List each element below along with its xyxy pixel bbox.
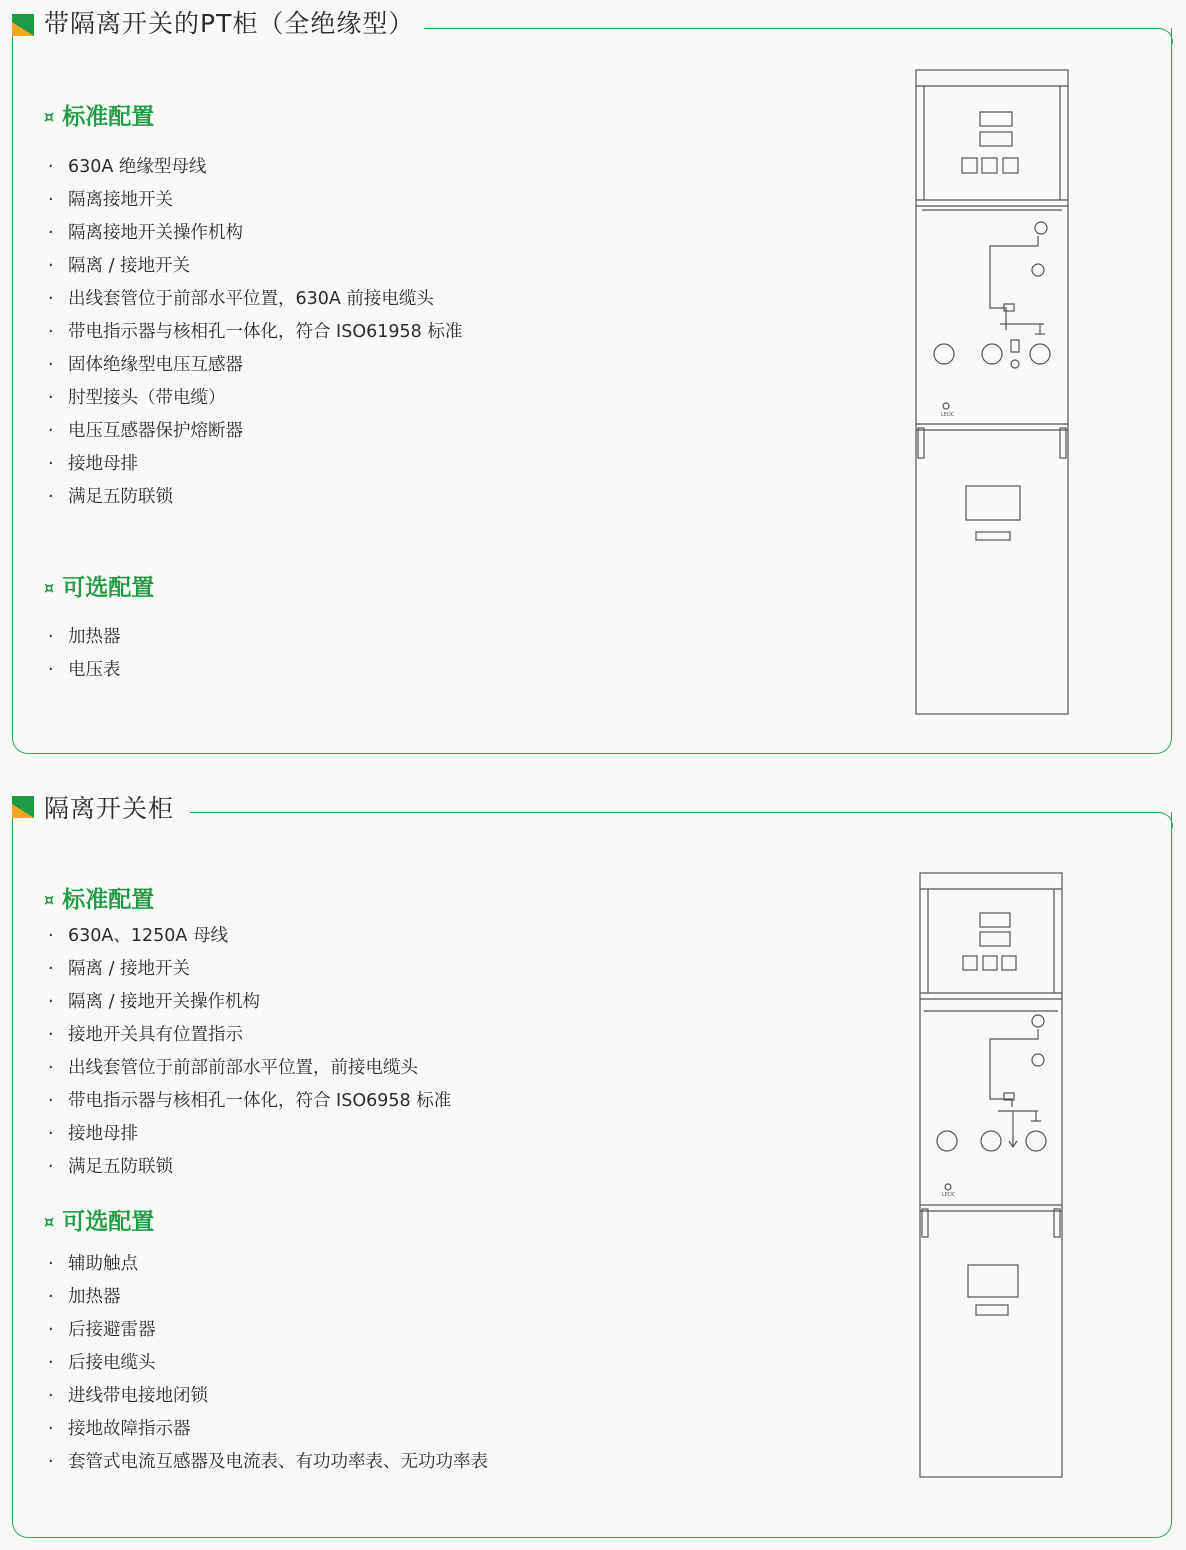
bullet-dot: · <box>48 1091 54 1111</box>
bullet-dot: · <box>48 627 54 647</box>
optional-config-list <box>48 621 121 687</box>
list-item <box>48 1118 451 1151</box>
list-item-text: 接地母排 <box>68 454 138 474</box>
list-item <box>48 283 462 316</box>
bullet-dot: · <box>48 660 54 680</box>
list-item-text: 出线套管位于前部前部水平位置，前接电缆头 <box>68 1058 418 1078</box>
list-item <box>48 1085 451 1118</box>
list-item <box>48 1281 488 1314</box>
bullet-dot: · <box>48 157 54 177</box>
list-item-text: 进线带电接地闭锁 <box>68 1386 208 1406</box>
panel-label: LEDC <box>942 1192 956 1198</box>
bullet-dot: · <box>48 1320 54 1340</box>
bullet-dot: · <box>48 487 54 507</box>
frame-top-line <box>190 812 1158 813</box>
list-item-text: 接地母排 <box>68 1124 138 1144</box>
list-item-text: 带电指示器与核相孔一体化，符合 ISO61958 标准 <box>68 322 463 342</box>
list-item <box>48 217 462 250</box>
bullet-dot: · <box>48 1025 54 1045</box>
list-item <box>48 349 462 382</box>
list-item-text: 630A 绝缘型母线 <box>68 157 207 177</box>
list-item <box>48 654 121 687</box>
list-item <box>48 1019 451 1052</box>
list-item-text: 接地故障指示器 <box>68 1419 191 1439</box>
panel-label: LEDC <box>941 412 955 418</box>
bullet-dot: · <box>48 355 54 375</box>
list-item-text: 辅助触点 <box>68 1254 138 1274</box>
bullet-dot: · <box>48 421 54 441</box>
bullet-dot: · <box>48 190 54 210</box>
list-item-text: 接地开关具有位置指示 <box>68 1025 243 1045</box>
list-item-text: 隔离接地开关 <box>68 190 173 210</box>
list-item-text: 隔离接地开关操作机构 <box>68 223 243 243</box>
heading-mark-icon: ¤ <box>44 890 55 909</box>
list-item <box>48 1413 488 1446</box>
list-item-text: 加热器 <box>68 1287 121 1307</box>
list-item <box>48 184 462 217</box>
bullet-dot: · <box>48 223 54 243</box>
standard-config-heading: ¤ 标准配置 <box>44 104 155 130</box>
list-item-text: 固体绝缘型电压互感器 <box>68 355 243 375</box>
list-item-text: 隔离 / 接地开关 <box>68 256 191 276</box>
bullet-dot: · <box>48 926 54 946</box>
section-title: 隔离开关柜 <box>44 794 175 823</box>
bullet-dot: · <box>48 1124 54 1144</box>
frame-top-line <box>424 28 1158 29</box>
bullet-dot: · <box>48 1452 54 1472</box>
list-item-text: 电压表 <box>68 660 121 680</box>
optional-config-heading: ¤ 可选配置 <box>44 575 155 601</box>
title-mark-icon <box>12 14 34 36</box>
bullet-dot: · <box>48 1386 54 1406</box>
list-item <box>48 953 451 986</box>
pt-cabinet-drawing <box>914 68 1074 718</box>
list-item-text: 满足五防联锁 <box>68 1157 173 1177</box>
list-item <box>48 415 462 448</box>
bullet-dot: · <box>48 1157 54 1177</box>
list-item <box>48 920 451 953</box>
list-item-text: 隔离 / 接地开关操作机构 <box>68 992 261 1012</box>
list-item <box>48 250 462 283</box>
bullet-dot: · <box>48 289 54 309</box>
bullet-dot: · <box>48 454 54 474</box>
standard-config-list <box>48 920 451 1184</box>
list-item <box>48 448 462 481</box>
list-item <box>48 1248 488 1281</box>
standard-config-list <box>48 151 462 514</box>
list-item <box>48 621 121 654</box>
bullet-dot: · <box>48 1287 54 1307</box>
optional-config-heading: ¤ 可选配置 <box>44 1209 155 1235</box>
list-item <box>48 1052 451 1085</box>
list-item <box>48 481 462 514</box>
list-item <box>48 1446 488 1479</box>
bullet-dot: · <box>48 1419 54 1439</box>
list-item <box>48 1314 488 1347</box>
standard-config-heading: ¤ 标准配置 <box>44 887 155 913</box>
list-item <box>48 1347 488 1380</box>
heading-mark-icon: ¤ <box>44 1212 55 1231</box>
list-item <box>48 1151 451 1184</box>
list-item-text: 加热器 <box>68 627 121 647</box>
list-item-text: 后接避雷器 <box>68 1320 156 1340</box>
isolator-cabinet-drawing <box>918 871 1068 1481</box>
list-item-text: 出线套管位于前部水平位置，630A 前接电缆头 <box>68 289 434 309</box>
list-item-text: 630A、1250A 母线 <box>68 926 228 946</box>
title-mark-icon <box>12 796 34 818</box>
list-item <box>48 1380 488 1413</box>
list-item-text: 隔离 / 接地开关 <box>68 959 191 979</box>
bullet-dot: · <box>48 256 54 276</box>
list-item-text: 套管式电流互感器及电流表、有功功率表、无功功率表 <box>68 1452 488 1472</box>
heading-mark-icon: ¤ <box>44 107 55 126</box>
section-title: 带隔离开关的PT柜（全绝缘型） <box>44 9 415 38</box>
list-item-text: 带电指示器与核相孔一体化，符合 ISO6958 标准 <box>68 1091 452 1111</box>
bullet-dot: · <box>48 1353 54 1373</box>
list-item-text: 肘型接头（带电缆） <box>68 388 226 408</box>
list-item <box>48 151 462 184</box>
list-item-text: 满足五防联锁 <box>68 487 173 507</box>
bullet-dot: · <box>48 388 54 408</box>
list-item <box>48 986 451 1019</box>
bullet-dot: · <box>48 992 54 1012</box>
list-item <box>48 382 462 415</box>
list-item-text: 电压互感器保护熔断器 <box>68 421 243 441</box>
bullet-dot: · <box>48 322 54 342</box>
bullet-dot: · <box>48 1254 54 1274</box>
list-item-text: 后接电缆头 <box>68 1353 156 1373</box>
bullet-dot: · <box>48 1058 54 1078</box>
optional-config-list <box>48 1248 488 1479</box>
heading-mark-icon: ¤ <box>44 578 55 597</box>
bullet-dot: · <box>48 959 54 979</box>
list-item <box>48 316 462 349</box>
